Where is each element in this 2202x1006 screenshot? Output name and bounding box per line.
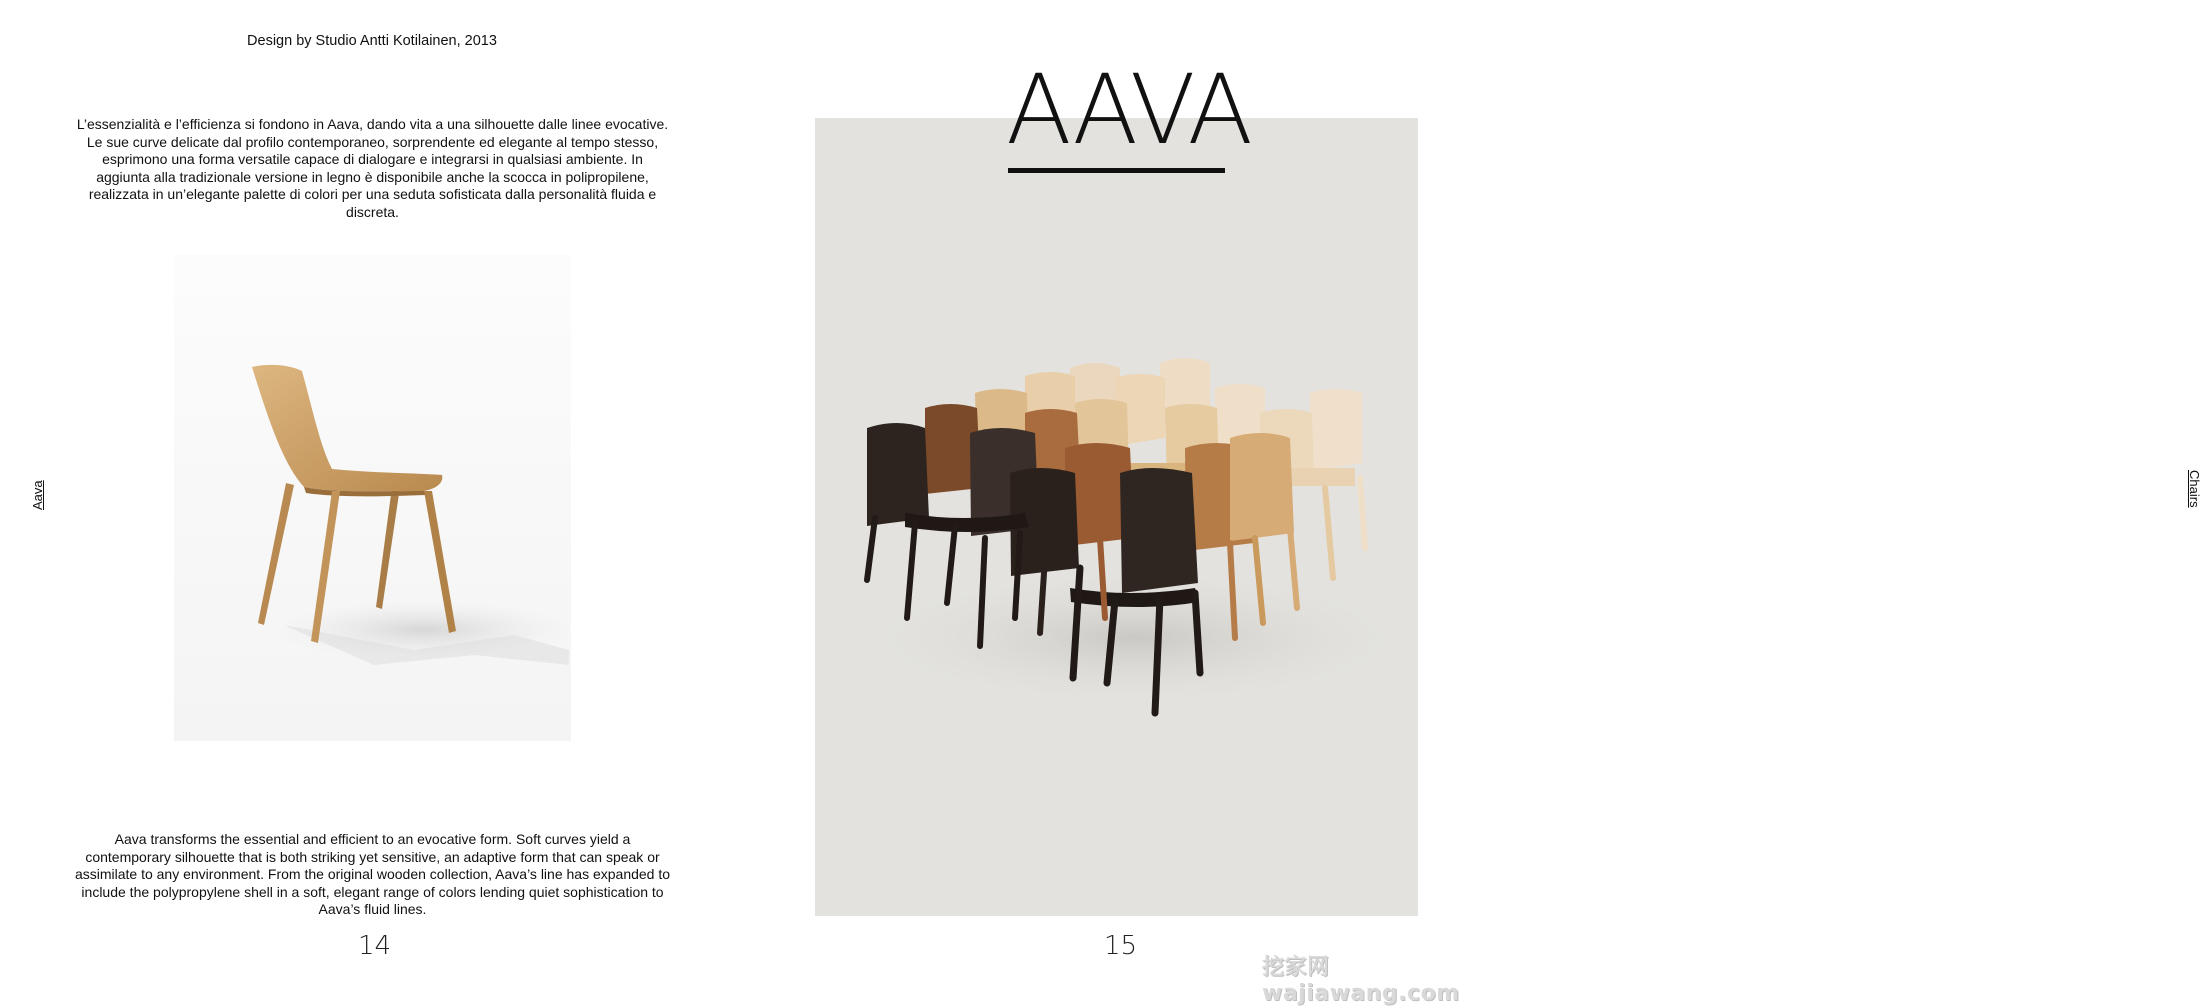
side-label-aava[interactable]: Aava — [30, 480, 45, 510]
left-page — [0, 0, 744, 992]
oak-chair-illustration — [174, 255, 571, 741]
design-credit: Design by Studio Antti Kotilainen, 2013 — [247, 33, 497, 49]
title-underline — [1008, 168, 1225, 173]
right-page — [744, 0, 2202, 992]
italian-description: L’essenzialità e l’efficienza si fondono in Aava, dando vita a una silhouette dalle linee evocative. Le sue curve delicate dal profilo contemporaneo, sorprendente ed elegante al tempo stesso, esprimono una forma versatile capace di dialogare e integrarsi in qualsiasi ambiente. In aggiunta alla tradizionale versione in legno è disponibile anche la scocca in polipropilene, realizzata in un’elegante palette di colori per una seduta sofisticata dalla personalità fluida e discreta. — [76, 116, 669, 220]
chairs-group-illustration — [815, 118, 1418, 916]
single-chair-photo — [174, 255, 571, 741]
site-watermark: 挖家网 wajiawang.com — [1262, 955, 1460, 1006]
english-description: Aava transforms the essential and efficient to an evocative form. Soft curves yield a contemporary silhouette that is both striking yet sensitive, an adaptive form that can speak or assimilate to any environment. From the original wooden collection, Aava’s line has expanded to include the polypropylene shell in a soft, elegant range of colors lending quiet sophistication to Aava’s fluid lines. — [74, 831, 671, 918]
collection-title: AAVA — [1006, 54, 1252, 166]
page-number-left: 14 — [358, 931, 392, 961]
page-number-right: 15 — [1104, 931, 1138, 961]
chair-collection-photo — [815, 118, 1418, 916]
side-label-chairs[interactable]: Chairs — [2187, 470, 2202, 508]
